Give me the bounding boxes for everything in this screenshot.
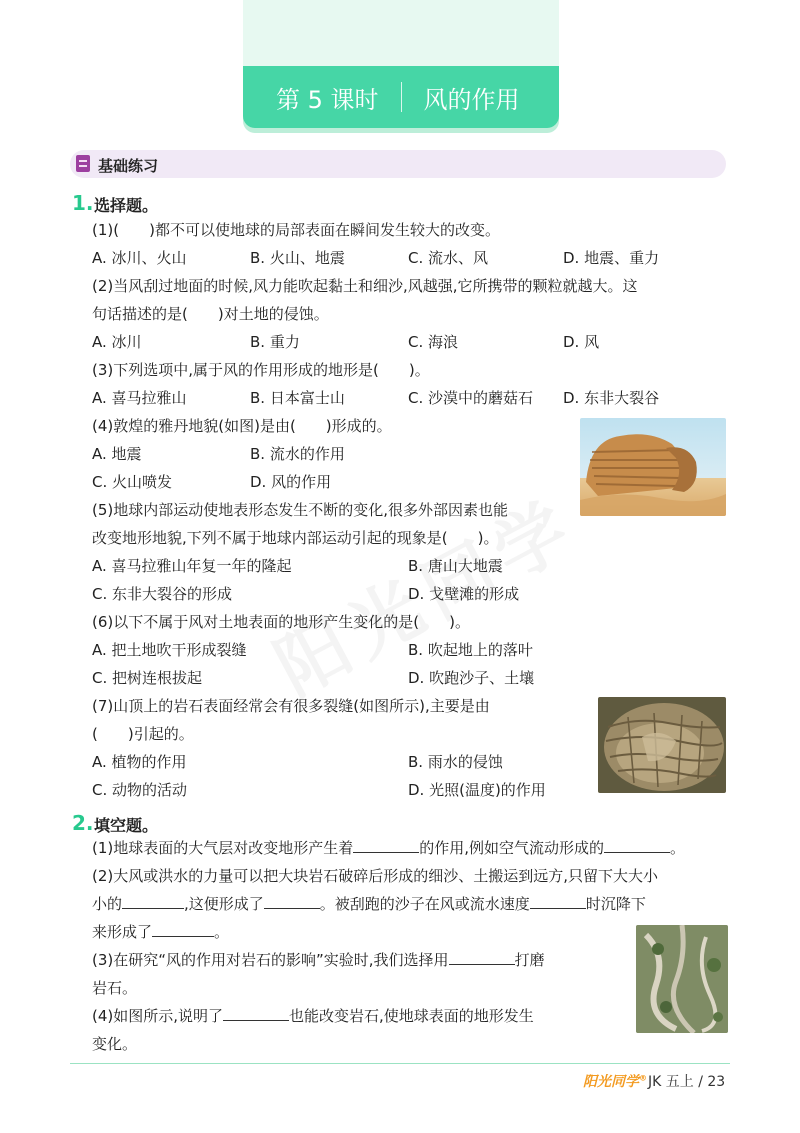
q1-4-option-c: C. 火山喷发: [92, 473, 173, 491]
question-1-number: 1.: [72, 191, 94, 215]
section-title: 基础练习: [98, 157, 159, 175]
q1-7-option-b: B. 雨水的侵蚀: [408, 753, 503, 771]
q2-2-blank-2[interactable]: [264, 894, 320, 909]
q1-1-stem: (1)( )都不可以使地球的局部表面在瞬间发生较大的改变。: [92, 221, 500, 239]
q2-3-text-b: 打磨: [514, 951, 545, 969]
q2-2-text-e: 来形成了: [92, 923, 153, 941]
q1-4-stem: (4)敦煌的雅丹地貌(如图)是由( )形成的。: [92, 417, 392, 435]
section-bar: [70, 150, 726, 178]
q1-3-option-d: D. 东非大裂谷: [563, 389, 660, 407]
q2-1-text-a: (1)地球表面的大气层对改变地形产生着: [92, 839, 354, 857]
q2-2-text-d: 时沉降下: [585, 895, 646, 913]
q2-1-line: [92, 838, 685, 858]
q2-2-blank-4[interactable]: [152, 922, 214, 937]
q2-1-text-b: 的作用,例如空气流动形成的: [419, 839, 605, 857]
q2-2-text-f: 。: [214, 923, 230, 941]
q1-7-stem-line2: ( )引起的。: [92, 725, 194, 743]
q1-1-option-c: C. 流水、风: [408, 249, 489, 267]
q2-4-line2: 变化。: [92, 1035, 138, 1053]
q2-2-text-a: 小的: [92, 895, 123, 913]
q1-4-option-b: B. 流水的作用: [250, 445, 345, 463]
q1-1-option-d: D. 地震、重力: [563, 249, 660, 267]
page-number: JK 五上 / 23: [648, 1074, 726, 1090]
q1-5-stem-line2: 改变地形地貌,下列不属于地球内部运动引起的现象是( )。: [92, 529, 499, 547]
q1-3-stem: (3)下列选项中,属于风的作用形成的地形是( )。: [92, 361, 430, 379]
q1-6-option-b: B. 吹起地上的落叶: [408, 641, 533, 659]
q1-6-option-c: C. 把树连根拔起: [92, 669, 203, 687]
title-divider: [401, 82, 402, 112]
question-2-title: 填空题。: [94, 816, 159, 835]
q2-2-blank-3[interactable]: [530, 894, 586, 909]
q1-2-option-d: D. 风: [563, 333, 600, 351]
q1-1-option-a: A. 冰川、火山: [92, 249, 187, 267]
q1-4-option-d: D. 风的作用: [250, 473, 332, 491]
cracked-rock-photo: [598, 697, 726, 793]
brand-logo: 阳光同学®: [583, 1073, 647, 1090]
q1-6-option-d: D. 吹跑沙子、土壤: [408, 669, 535, 687]
q2-2-text-c: 。被刮跑的沙子在风或流水速度: [319, 895, 530, 913]
q2-1-text-c: 。: [670, 839, 686, 857]
q2-3-line1: [92, 950, 545, 970]
q2-4-blank-1[interactable]: [223, 1006, 289, 1021]
q2-1-blank-2[interactable]: [604, 838, 670, 853]
q1-5-option-b: B. 唐山大地震: [408, 557, 503, 575]
q2-2-text-b: ,这便形成了: [184, 895, 264, 913]
q2-2-blank-1[interactable]: [122, 894, 184, 909]
q2-4-line1: [92, 1006, 534, 1026]
yardang-landform-photo: [580, 418, 726, 516]
q1-2-option-c: C. 海浪: [408, 333, 459, 351]
q2-2-line3: [92, 922, 229, 942]
tree-roots-on-rock-photo: [636, 925, 728, 1033]
q2-3-text-a: (3)在研究“风的作用对岩石的影响”实验时,我们选择用: [92, 951, 449, 969]
q2-3-line2: 岩石。: [92, 979, 138, 997]
document-icon: [76, 155, 90, 172]
q1-2-option-b: B. 重力: [250, 333, 300, 351]
q1-1-option-b: B. 火山、地震: [250, 249, 345, 267]
q2-2-line2: [92, 894, 646, 914]
q1-2-stem-line2: 句话描述的是( )对土地的侵蚀。: [92, 305, 329, 323]
q1-6-stem: (6)以下不属于风对土地表面的地形产生变化的是( )。: [92, 613, 470, 631]
q1-5-option-d: D. 戈壁滩的形成: [408, 585, 520, 603]
q1-5-option-a: A. 喜马拉雅山年复一年的隆起: [92, 557, 292, 575]
lesson-title-banner: [243, 66, 559, 128]
question-2-number: 2.: [72, 811, 94, 835]
q1-2-option-a: A. 冰川: [92, 333, 142, 351]
q1-7-option-a: A. 植物的作用: [92, 753, 187, 771]
q1-3-option-b: B. 日本富士山: [250, 389, 345, 407]
q1-3-option-c: C. 沙漠中的蘑菇石: [408, 389, 534, 407]
brand-logo-text: 阳光同学: [583, 1074, 639, 1090]
q2-2-line1: (2)大风或洪水的力量可以把大块岩石破碎后形成的细沙、土搬运到远方,只留下大大小: [92, 867, 659, 885]
q1-2-stem-line1: (2)当风刮过地面的时候,风力能吹起黏土和细沙,风越强,它所携带的颗粒就越大。这: [92, 277, 638, 295]
question-1-title: 选择题。: [94, 196, 159, 215]
q2-1-blank-1[interactable]: [353, 838, 419, 853]
q2-4-text-b: 也能改变岩石,使地球表面的地形发生: [289, 1007, 534, 1025]
q1-6-option-a: A. 把土地吹干形成裂缝: [92, 641, 247, 659]
title-tab-top: [243, 0, 559, 66]
footer-rule: [70, 1063, 730, 1064]
q1-4-option-a: A. 地震: [92, 445, 142, 463]
q2-3-blank-1[interactable]: [449, 950, 515, 965]
q1-7-option-d: D. 光照(温度)的作用: [408, 781, 546, 799]
lesson-topic: 风的作用: [423, 85, 520, 114]
lesson-number: 第 5 课时: [276, 85, 379, 114]
q1-5-option-c: C. 东非大裂谷的形成: [92, 585, 233, 603]
q1-7-stem-line1: (7)山顶上的岩石表面经常会有很多裂缝(如图所示),主要是由: [92, 697, 490, 715]
q2-4-text-a: (4)如图所示,说明了: [92, 1007, 224, 1025]
q1-7-option-c: C. 动物的活动: [92, 781, 188, 799]
q1-3-option-a: A. 喜马拉雅山: [92, 389, 187, 407]
q1-5-stem-line1: (5)地球内部运动使地表形态发生不断的变化,很多外部因素也能: [92, 501, 509, 519]
